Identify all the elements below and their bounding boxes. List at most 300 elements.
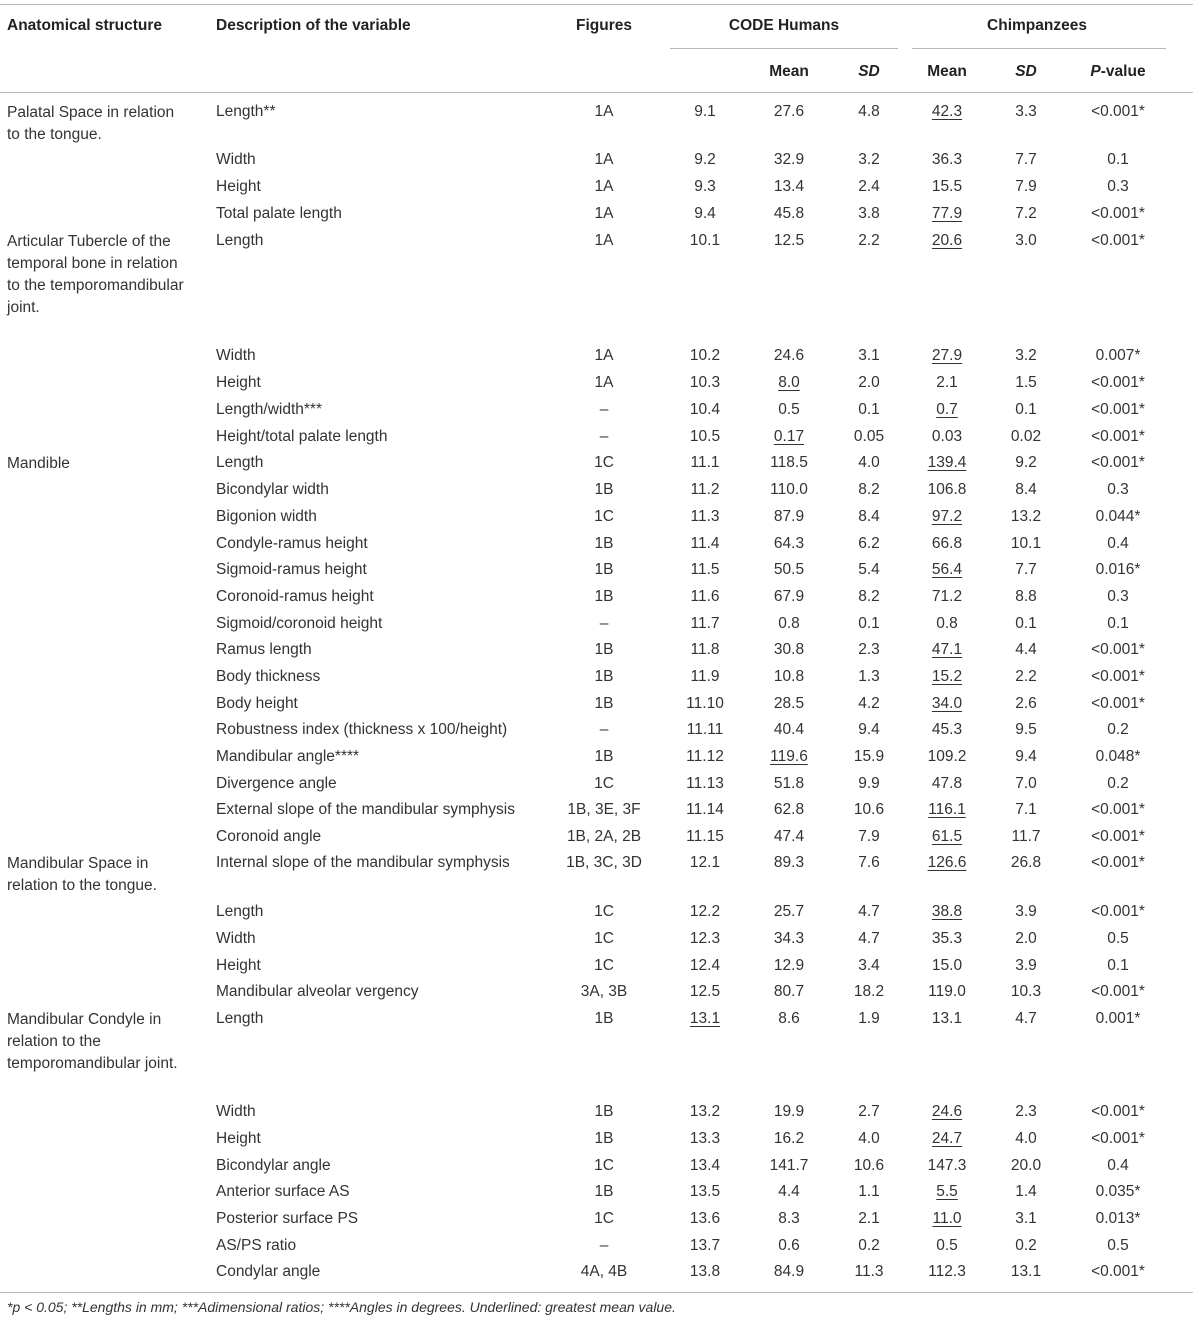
cell-chimp-sd: 26.8 bbox=[1010, 854, 1042, 871]
cell-human-sd: 4.7 bbox=[858, 903, 880, 920]
cell-chimp-sd: 3.1 bbox=[1015, 1210, 1037, 1227]
cell-figures: 1A bbox=[594, 374, 614, 391]
cell-code: 11.14 bbox=[686, 801, 724, 818]
cell-human-mean: 45.8 bbox=[773, 205, 805, 222]
cell-human-mean: 28.5 bbox=[773, 695, 805, 712]
cell-human-sd: 2.2 bbox=[858, 232, 880, 249]
cell-code: 12.5 bbox=[689, 983, 721, 1000]
cell-p-value: 0.001* bbox=[1095, 1010, 1141, 1027]
cell-human-sd: 4.8 bbox=[858, 103, 880, 120]
cell-human-mean: 119.6 bbox=[770, 748, 808, 765]
cell-description: Ramus length bbox=[216, 641, 312, 658]
cell-figures: 1A bbox=[594, 151, 614, 168]
cell-code: 11.4 bbox=[690, 535, 720, 552]
cell-p-value: 0.3 bbox=[1107, 481, 1129, 498]
cell-p-value: <0.001* bbox=[1091, 401, 1145, 418]
cell-chimp-mean: 97.2 bbox=[931, 508, 963, 525]
cell-human-mean: 27.6 bbox=[773, 103, 805, 120]
cell-code: 11.10 bbox=[686, 695, 724, 712]
cell-description: Height/total palate length bbox=[216, 428, 388, 445]
cell-chimp-sd: 1.5 bbox=[1015, 374, 1037, 391]
cell-p-value: <0.001* bbox=[1091, 1130, 1145, 1147]
cell-chimp-mean: 27.9 bbox=[931, 347, 963, 364]
cell-human-mean: 0.17 bbox=[773, 428, 805, 445]
header-p-value-italic: P bbox=[1090, 63, 1101, 80]
cell-chimp-sd: 0.02 bbox=[1010, 428, 1042, 445]
cell-chimp-mean: 71.2 bbox=[931, 588, 963, 605]
cell-chimp-mean: 77.9 bbox=[931, 205, 963, 222]
cell-code: 13.5 bbox=[689, 1183, 721, 1200]
cell-figures: 1C bbox=[594, 957, 614, 974]
cell-human-sd: 18.2 bbox=[853, 983, 885, 1000]
cell-human-sd: 2.7 bbox=[858, 1103, 880, 1120]
cell-human-sd: 9.4 bbox=[858, 721, 880, 738]
cell-human-sd: 1.9 bbox=[858, 1010, 880, 1027]
cell-description: Length bbox=[216, 232, 264, 249]
header-anatomical-structure: Anatomical structure bbox=[7, 17, 163, 34]
cell-code: 11.15 bbox=[686, 828, 724, 845]
cell-human-mean: 62.8 bbox=[773, 801, 805, 818]
cell-chimp-sd: 1.4 bbox=[1015, 1183, 1037, 1200]
cell-code: 9.4 bbox=[694, 205, 716, 222]
cell-p-value: <0.001* bbox=[1091, 1103, 1145, 1120]
cell-p-value: 0.016* bbox=[1095, 561, 1141, 578]
cell-human-mean: 10.8 bbox=[773, 668, 805, 685]
cell-chimp-sd: 7.9 bbox=[1015, 178, 1037, 195]
cell-figures: 1B bbox=[594, 535, 614, 552]
cell-human-sd: 0.05 bbox=[853, 428, 885, 445]
cell-p-value: <0.001* bbox=[1091, 428, 1145, 445]
cell-human-sd: 2.4 bbox=[858, 178, 880, 195]
cell-p-value: 0.044* bbox=[1095, 508, 1141, 525]
cell-figures: 1C bbox=[594, 775, 614, 792]
cell-p-value: <0.001* bbox=[1091, 1263, 1145, 1280]
cell-chimp-mean: 15.2 bbox=[931, 668, 963, 685]
cell-human-mean: 8.0 bbox=[778, 374, 800, 391]
cell-chimp-sd: 10.3 bbox=[1010, 983, 1042, 1000]
cell-human-mean: 13.4 bbox=[773, 178, 805, 195]
cell-chimp-sd: 2.3 bbox=[1015, 1103, 1037, 1120]
cell-human-mean: 34.3 bbox=[773, 930, 805, 947]
cell-description: Width bbox=[216, 1103, 256, 1120]
cell-code: 13.7 bbox=[689, 1237, 721, 1254]
cell-figures: 1C bbox=[594, 508, 614, 525]
cell-description: Posterior surface PS bbox=[216, 1210, 359, 1227]
cell-description: Body height bbox=[216, 695, 298, 712]
cell-code: 13.4 bbox=[689, 1157, 721, 1174]
header-code-humans: CODE Humans bbox=[728, 17, 840, 34]
cell-p-value: 0.4 bbox=[1107, 1157, 1129, 1174]
cell-p-value: 0.5 bbox=[1107, 1237, 1129, 1254]
cell-human-mean: 67.9 bbox=[773, 588, 805, 605]
cell-chimp-sd: 2.6 bbox=[1015, 695, 1037, 712]
cell-description: AS/PS ratio bbox=[216, 1237, 297, 1254]
cell-human-sd: 4.7 bbox=[858, 930, 880, 947]
cell-chimp-mean: 109.2 bbox=[927, 748, 967, 765]
cell-code: 11.3 bbox=[690, 508, 720, 525]
cell-figures: – bbox=[599, 401, 609, 418]
cell-description: Height bbox=[216, 374, 261, 391]
group-label: Mandibular Space in relation to the tongue. bbox=[7, 855, 157, 894]
cell-chimp-mean: 47.1 bbox=[931, 641, 963, 658]
cell-chimp-mean: 24.6 bbox=[931, 1103, 963, 1120]
cell-code: 10.3 bbox=[689, 374, 721, 391]
cell-figures: 1B bbox=[594, 1103, 614, 1120]
cell-chimp-mean: 36.3 bbox=[931, 151, 963, 168]
cell-figures: 1B bbox=[594, 748, 614, 765]
cell-chimp-sd: 0.1 bbox=[1015, 615, 1037, 632]
cell-chimp-mean: 0.03 bbox=[931, 428, 963, 445]
cell-p-value: <0.001* bbox=[1091, 374, 1145, 391]
cell-chimp-sd: 13.1 bbox=[1010, 1263, 1042, 1280]
cell-human-mean: 0.5 bbox=[778, 401, 800, 418]
cell-figures: 1C bbox=[594, 930, 614, 947]
cell-code: 11.5 bbox=[690, 561, 720, 578]
cell-description: Coronoid angle bbox=[216, 828, 322, 845]
cell-code: 9.2 bbox=[694, 151, 716, 168]
cell-p-value: <0.001* bbox=[1091, 205, 1145, 222]
cell-human-mean: 141.7 bbox=[769, 1157, 809, 1174]
cell-p-value: <0.001* bbox=[1091, 668, 1145, 685]
cell-chimp-mean: 119.0 bbox=[928, 983, 966, 1000]
cell-human-mean: 51.8 bbox=[773, 775, 805, 792]
cell-chimp-mean: 2.1 bbox=[936, 374, 958, 391]
cell-code: 11.9 bbox=[690, 668, 720, 685]
cell-description: Divergence angle bbox=[216, 775, 337, 792]
cell-chimp-mean: 34.0 bbox=[931, 695, 963, 712]
cell-human-mean: 50.5 bbox=[773, 561, 805, 578]
cell-description: Height bbox=[216, 1130, 261, 1147]
cell-description: Anterior surface AS bbox=[216, 1183, 350, 1200]
cell-p-value: 0.3 bbox=[1107, 588, 1129, 605]
cell-description: Bicondylar width bbox=[216, 481, 329, 498]
cell-human-sd: 0.1 bbox=[858, 401, 880, 418]
header-p-value bbox=[1068, 62, 1168, 82]
table-bottom-rule bbox=[0, 1292, 1193, 1293]
cell-chimp-mean: 116.1 bbox=[928, 801, 966, 818]
cell-chimp-sd: 3.0 bbox=[1015, 232, 1037, 249]
cell-human-mean: 89.3 bbox=[773, 854, 805, 871]
cell-code: 11.11 bbox=[686, 721, 724, 738]
cell-code: 12.1 bbox=[689, 854, 721, 871]
cell-human-mean: 12.9 bbox=[773, 957, 805, 974]
cell-chimp-sd: 8.4 bbox=[1015, 481, 1037, 498]
cell-human-mean: 84.9 bbox=[773, 1263, 805, 1280]
cell-chimp-sd: 7.2 bbox=[1015, 205, 1037, 222]
cell-chimp-sd: 2.2 bbox=[1015, 668, 1037, 685]
cell-figures: 1B, 2A, 2B bbox=[566, 828, 642, 845]
cell-description: Sigmoid-ramus height bbox=[216, 561, 367, 578]
cell-human-mean: 0.6 bbox=[778, 1237, 800, 1254]
cell-chimp-sd: 13.2 bbox=[1010, 508, 1042, 525]
cell-p-value: 0.5 bbox=[1107, 930, 1129, 947]
cell-description: Length/width*** bbox=[216, 401, 322, 418]
cell-human-sd: 3.4 bbox=[858, 957, 880, 974]
cell-human-sd: 5.4 bbox=[858, 561, 880, 578]
cell-description: Condylar angle bbox=[216, 1263, 321, 1280]
cell-description: Body thickness bbox=[216, 668, 321, 685]
cell-description: Condyle-ramus height bbox=[216, 535, 368, 552]
cell-chimp-sd: 9.4 bbox=[1015, 748, 1037, 765]
footnote: *p < 0.05; **Lengths in mm; ***Adimensional ratios; ****Angles in degrees. Underlined: greatest mean value. bbox=[7, 1299, 676, 1315]
group-label: Articular Tubercle of the temporal bone in relation to the temporomandibular joint. bbox=[7, 233, 184, 316]
cell-figures: 1B, 3E, 3F bbox=[567, 801, 641, 818]
cell-chimp-mean: 13.1 bbox=[931, 1010, 963, 1027]
cell-human-sd: 8.4 bbox=[858, 508, 880, 525]
cell-human-mean: 64.3 bbox=[773, 535, 805, 552]
cell-p-value: <0.001* bbox=[1091, 232, 1145, 249]
cell-human-mean: 87.9 bbox=[773, 508, 805, 525]
cell-chimp-sd: 3.9 bbox=[1015, 957, 1037, 974]
code-humans-rule bbox=[670, 48, 898, 49]
cell-code: 9.3 bbox=[694, 178, 716, 195]
cell-description: Coronoid-ramus height bbox=[216, 588, 374, 605]
cell-human-mean: 47.4 bbox=[773, 828, 805, 845]
cell-human-mean: 40.4 bbox=[773, 721, 805, 738]
cell-p-value: 0.2 bbox=[1107, 721, 1129, 738]
cell-figures: 1A bbox=[594, 178, 614, 195]
header-chimpanzees: Chimpanzees bbox=[987, 17, 1087, 34]
cell-human-sd: 11.3 bbox=[854, 1263, 884, 1280]
cell-p-value: <0.001* bbox=[1091, 983, 1145, 1000]
cell-human-mean: 30.8 bbox=[773, 641, 805, 658]
cell-p-value: 0.007* bbox=[1095, 347, 1141, 364]
cell-figures: 1A bbox=[594, 103, 614, 120]
cell-figures: 1B bbox=[594, 695, 614, 712]
cell-code: 10.4 bbox=[689, 401, 721, 418]
cell-description: Length bbox=[216, 1010, 264, 1027]
cell-human-mean: 12.5 bbox=[773, 232, 805, 249]
cell-human-mean: 32.9 bbox=[773, 151, 805, 168]
cell-chimp-mean: 24.7 bbox=[931, 1130, 963, 1147]
cell-chimp-sd: 4.0 bbox=[1015, 1130, 1037, 1147]
cell-human-mean: 80.7 bbox=[773, 983, 805, 1000]
cell-chimp-sd: 10.1 bbox=[1010, 535, 1042, 552]
cell-description: Length bbox=[216, 454, 264, 471]
cell-human-sd: 3.8 bbox=[858, 205, 880, 222]
cell-description: External slope of the mandibular symphysis bbox=[216, 801, 515, 818]
cell-code: 10.2 bbox=[689, 347, 721, 364]
group-label: Palatal Space in relation to the tongue. bbox=[7, 104, 175, 143]
cell-human-sd: 4.0 bbox=[858, 454, 880, 471]
cell-figures: 1C bbox=[594, 903, 614, 920]
cell-chimp-mean: 126.6 bbox=[927, 854, 967, 871]
cell-figures: 1A bbox=[594, 347, 614, 364]
cell-description: Internal slope of the mandibular symphysis bbox=[216, 854, 510, 871]
header-p-value-rest: -value bbox=[1100, 63, 1146, 80]
cell-figures: 1B bbox=[594, 668, 614, 685]
cell-p-value: 0.048* bbox=[1095, 748, 1141, 765]
cell-chimp-mean: 38.8 bbox=[931, 903, 963, 920]
cell-human-sd: 3.2 bbox=[858, 151, 880, 168]
cell-description: Width bbox=[216, 347, 256, 364]
cell-figures: 1C bbox=[594, 1210, 614, 1227]
cell-description: Length** bbox=[216, 103, 276, 120]
cell-p-value: 0.3 bbox=[1107, 178, 1129, 195]
cell-chimp-sd: 11.7 bbox=[1011, 828, 1041, 845]
cell-figures: 1B bbox=[594, 561, 614, 578]
cell-figures: 1B bbox=[594, 481, 614, 498]
cell-figures: 4A, 4B bbox=[580, 1263, 628, 1280]
cell-chimp-mean: 0.7 bbox=[936, 401, 958, 418]
cell-p-value: 0.1 bbox=[1107, 957, 1129, 974]
cell-human-mean: 16.2 bbox=[773, 1130, 805, 1147]
cell-human-mean: 25.7 bbox=[773, 903, 805, 920]
cell-figures: 1B bbox=[594, 1183, 614, 1200]
cell-description: Robustness index (thickness x 100/height) bbox=[216, 721, 508, 738]
cell-code: 12.3 bbox=[689, 930, 721, 947]
cell-human-sd: 0.2 bbox=[858, 1237, 880, 1254]
cell-chimp-mean: 112.3 bbox=[928, 1263, 966, 1280]
cell-code: 10.5 bbox=[689, 428, 721, 445]
cell-description: Mandibular alveolar vergency bbox=[216, 983, 419, 1000]
cell-human-sd: 7.6 bbox=[858, 854, 880, 871]
cell-description: Total palate length bbox=[216, 205, 342, 222]
cell-description: Bicondylar angle bbox=[216, 1157, 331, 1174]
cell-human-sd: 4.0 bbox=[858, 1130, 880, 1147]
cell-human-sd: 1.3 bbox=[858, 668, 880, 685]
cell-figures: 1B bbox=[594, 1130, 614, 1147]
cell-chimp-sd: 0.2 bbox=[1015, 1237, 1037, 1254]
cell-human-mean: 110.0 bbox=[770, 481, 808, 498]
cell-human-mean: 4.4 bbox=[778, 1183, 800, 1200]
cell-p-value: <0.001* bbox=[1091, 695, 1145, 712]
cell-human-sd: 10.6 bbox=[853, 801, 885, 818]
cell-human-sd: 8.2 bbox=[858, 588, 880, 605]
cell-chimp-sd: 3.3 bbox=[1015, 103, 1037, 120]
cell-chimp-mean: 5.5 bbox=[936, 1183, 958, 1200]
header-bottom-rule bbox=[0, 92, 1193, 93]
cell-chimp-mean: 20.6 bbox=[931, 232, 963, 249]
cell-p-value: <0.001* bbox=[1091, 103, 1145, 120]
cell-human-mean: 24.6 bbox=[773, 347, 805, 364]
cell-code: 11.1 bbox=[690, 454, 720, 471]
cell-chimp-mean: 45.3 bbox=[931, 721, 963, 738]
cell-chimp-sd: 20.0 bbox=[1010, 1157, 1042, 1174]
cell-figures: – bbox=[599, 428, 609, 445]
cell-figures: 3A, 3B bbox=[580, 983, 628, 1000]
cell-human-mean: 8.6 bbox=[778, 1010, 800, 1027]
header-figures: Figures bbox=[576, 17, 632, 34]
cell-chimp-sd: 0.1 bbox=[1015, 401, 1037, 418]
cell-figures: 1C bbox=[594, 454, 614, 471]
cell-chimp-mean: 47.8 bbox=[931, 775, 963, 792]
cell-p-value: <0.001* bbox=[1091, 903, 1145, 920]
cell-chimp-mean: 0.5 bbox=[936, 1237, 958, 1254]
cell-chimp-sd: 7.0 bbox=[1015, 775, 1037, 792]
group-label: Mandibular Condyle in relation to the temporomandibular joint. bbox=[7, 1011, 178, 1072]
cell-code: 13.8 bbox=[689, 1263, 721, 1280]
cell-human-sd: 2.3 bbox=[858, 641, 880, 658]
group-label: Mandible bbox=[7, 455, 70, 472]
cell-chimp-mean: 66.8 bbox=[931, 535, 963, 552]
cell-figures: 1B bbox=[594, 588, 614, 605]
cell-code: 11.6 bbox=[690, 588, 720, 605]
cell-p-value: 0.1 bbox=[1107, 615, 1129, 632]
header-chimp-mean: Mean bbox=[927, 63, 967, 80]
cell-figures: – bbox=[599, 721, 609, 738]
cell-human-mean: 0.8 bbox=[778, 615, 800, 632]
header-human-mean: Mean bbox=[769, 63, 809, 80]
cell-code: 13.2 bbox=[689, 1103, 721, 1120]
cell-code: 10.1 bbox=[689, 232, 721, 249]
cell-figures: 1B, 3C, 3D bbox=[566, 854, 642, 871]
cell-human-sd: 7.9 bbox=[858, 828, 880, 845]
cell-human-sd: 1.1 bbox=[858, 1183, 880, 1200]
cell-human-sd: 2.0 bbox=[858, 374, 880, 391]
cell-code: 9.1 bbox=[694, 103, 716, 120]
cell-figures: 1B bbox=[594, 1010, 614, 1027]
cell-chimp-sd: 8.8 bbox=[1015, 588, 1037, 605]
cell-description: Height bbox=[216, 957, 261, 974]
cell-chimp-sd: 7.7 bbox=[1015, 561, 1037, 578]
cell-chimp-sd: 2.0 bbox=[1015, 930, 1037, 947]
cell-chimp-mean: 56.4 bbox=[931, 561, 963, 578]
cell-human-sd: 6.2 bbox=[858, 535, 880, 552]
cell-code: 12.4 bbox=[689, 957, 721, 974]
cell-figures: – bbox=[599, 615, 609, 632]
table-top-rule bbox=[0, 4, 1193, 5]
cell-code: 11.13 bbox=[686, 775, 724, 792]
cell-chimp-mean: 42.3 bbox=[931, 103, 963, 120]
cell-figures: 1B bbox=[594, 641, 614, 658]
cell-code: 13.6 bbox=[689, 1210, 721, 1227]
cell-chimp-sd: 4.7 bbox=[1015, 1010, 1037, 1027]
cell-chimp-mean: 61.5 bbox=[931, 828, 963, 845]
cell-human-mean: 8.3 bbox=[778, 1210, 800, 1227]
cell-chimp-mean: 147.3 bbox=[927, 1157, 967, 1174]
cell-human-sd: 8.2 bbox=[858, 481, 880, 498]
cell-p-value: 0.4 bbox=[1107, 535, 1129, 552]
cell-chimp-sd: 9.2 bbox=[1015, 454, 1037, 471]
header-description: Description of the variable bbox=[216, 17, 411, 34]
cell-chimp-sd: 3.9 bbox=[1015, 903, 1037, 920]
cell-chimp-mean: 11.0 bbox=[932, 1210, 962, 1227]
cell-p-value: 0.035* bbox=[1095, 1183, 1141, 1200]
cell-figures: 1C bbox=[594, 1157, 614, 1174]
cell-code: 11.7 bbox=[690, 615, 720, 632]
cell-chimp-sd: 3.2 bbox=[1015, 347, 1037, 364]
cell-description: Width bbox=[216, 151, 256, 168]
cell-human-sd: 4.2 bbox=[858, 695, 880, 712]
cell-figures: – bbox=[599, 1237, 609, 1254]
cell-chimp-mean: 15.5 bbox=[931, 178, 963, 195]
cell-human-sd: 10.6 bbox=[853, 1157, 885, 1174]
cell-code: 11.8 bbox=[690, 641, 720, 658]
header-human-sd: SD bbox=[858, 63, 880, 80]
cell-chimp-sd: 7.7 bbox=[1015, 151, 1037, 168]
cell-figures: 1A bbox=[594, 232, 614, 249]
cell-code: 13.1 bbox=[689, 1010, 721, 1027]
cell-human-sd: 2.1 bbox=[858, 1210, 880, 1227]
cell-chimp-mean: 35.3 bbox=[931, 930, 963, 947]
cell-human-sd: 15.9 bbox=[853, 748, 885, 765]
cell-code: 12.2 bbox=[689, 903, 721, 920]
cell-chimp-mean: 0.8 bbox=[936, 615, 958, 632]
cell-human-mean: 118.5 bbox=[770, 454, 808, 471]
cell-chimp-mean: 106.8 bbox=[927, 481, 967, 498]
cell-chimp-mean: 15.0 bbox=[931, 957, 963, 974]
header-chimp-sd: SD bbox=[1015, 63, 1037, 80]
cell-p-value: <0.001* bbox=[1091, 828, 1145, 845]
cell-code: 13.3 bbox=[689, 1130, 721, 1147]
cell-human-sd: 3.1 bbox=[858, 347, 880, 364]
cell-chimp-sd: 7.1 bbox=[1015, 801, 1037, 818]
cell-chimp-mean: 139.4 bbox=[927, 454, 967, 471]
cell-p-value: 0.1 bbox=[1107, 151, 1129, 168]
cell-description: Width bbox=[216, 930, 256, 947]
cell-p-value: <0.001* bbox=[1091, 641, 1145, 658]
